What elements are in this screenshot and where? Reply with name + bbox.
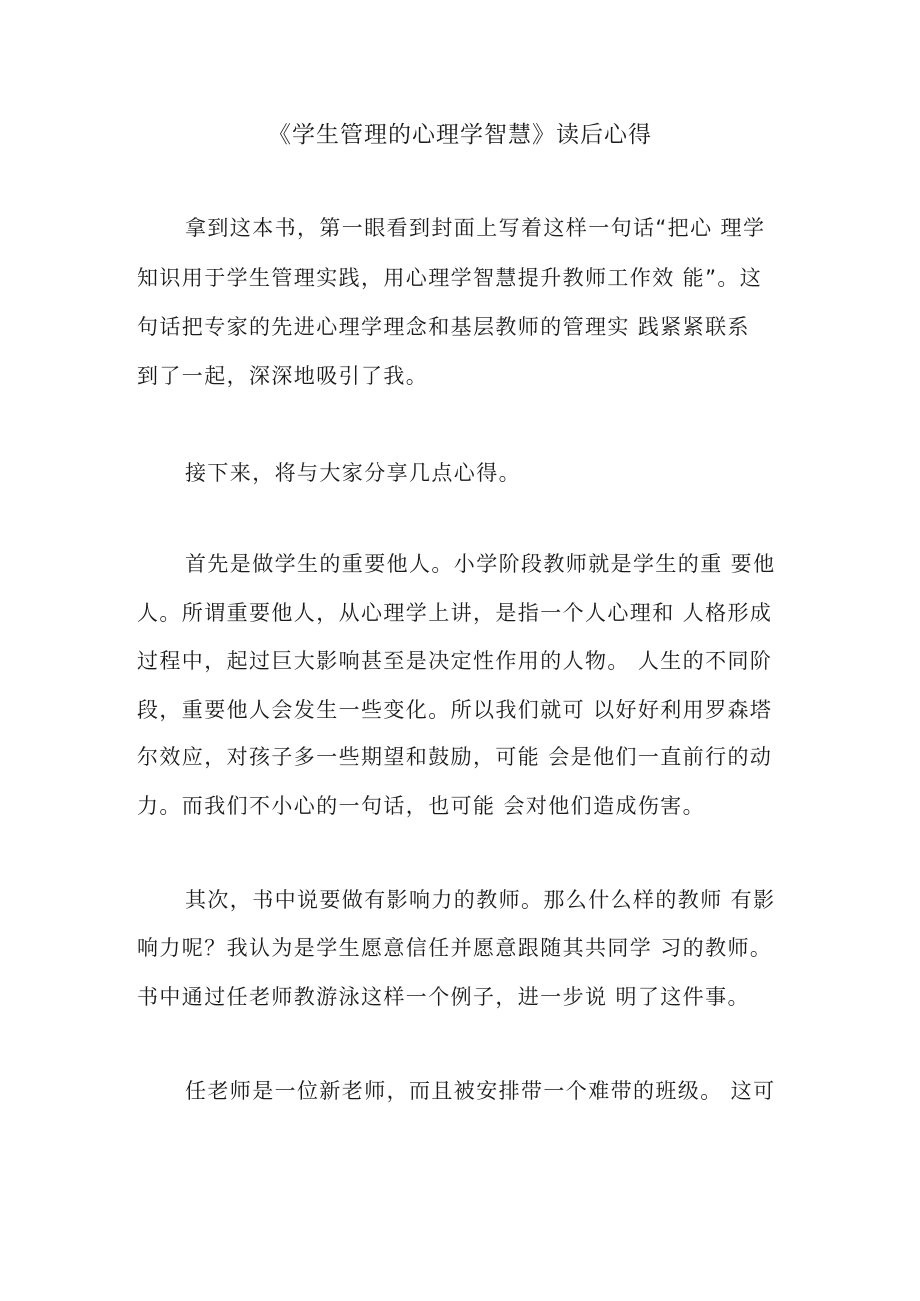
paragraph-3-line-4: 段，重要他人会发生一些变化。所以我们就可 以好好利用罗森塔 [137,698,773,722]
paragraph-1-line-2: 知识用于学生管理实践，用心理学智慧提升教师工作效 能”。这 [137,266,763,290]
paragraph-1-line-3: 句话把专家的先进心理学理念和基层教师的管理实 践紧紧联系 [137,315,750,339]
paragraph-3-line-1: 首先是做学生的重要他人。小学阶段教师就是学生的重 要他 [185,552,776,576]
paragraph-3-line-2: 人。所谓重要他人，从心理学上讲，是指一个人心理和 人格形成 [137,601,773,625]
paragraph-4-line-2: 响力呢？我认为是学生愿意信任并愿意跟随其共同学 习的教师。 [137,936,773,960]
paragraph-4-line-3: 书中通过任老师教游泳这样一个例子，进一步说 明了这件事。 [137,985,750,1009]
paragraph-1-line-1: 拿到这本书，第一眼看到封面上写着这样一句话“把心 理学 [185,216,766,240]
paragraph-3-line-3: 过程中，起过巨大影响甚至是决定性作用的人物。 人生的不同阶 [137,649,773,673]
paragraph-1-line-4: 到了一起，深深地吸引了我。 [137,364,429,388]
document-title: 《学生管理的心理学智慧》读后心得 [268,122,652,148]
paragraph-5-line-1: 任老师是一位新老师，而且被安排带一个难带的班级。 这可 [185,1079,776,1103]
paragraph-2-line-1: 接下来，将与大家分享几点心得。 [185,461,521,485]
paragraph-4-line-1: 其次，书中说要做有影响力的教师。那么什么样的教师 有影 [185,888,776,912]
paragraph-3-line-5: 尔效应，对孩子多一些期望和鼓励，可能 会是他们一直前行的动 [137,745,773,769]
paragraph-3-line-6: 力。而我们不小心的一句话，也可能 会对他们造成伤害。 [137,794,706,818]
